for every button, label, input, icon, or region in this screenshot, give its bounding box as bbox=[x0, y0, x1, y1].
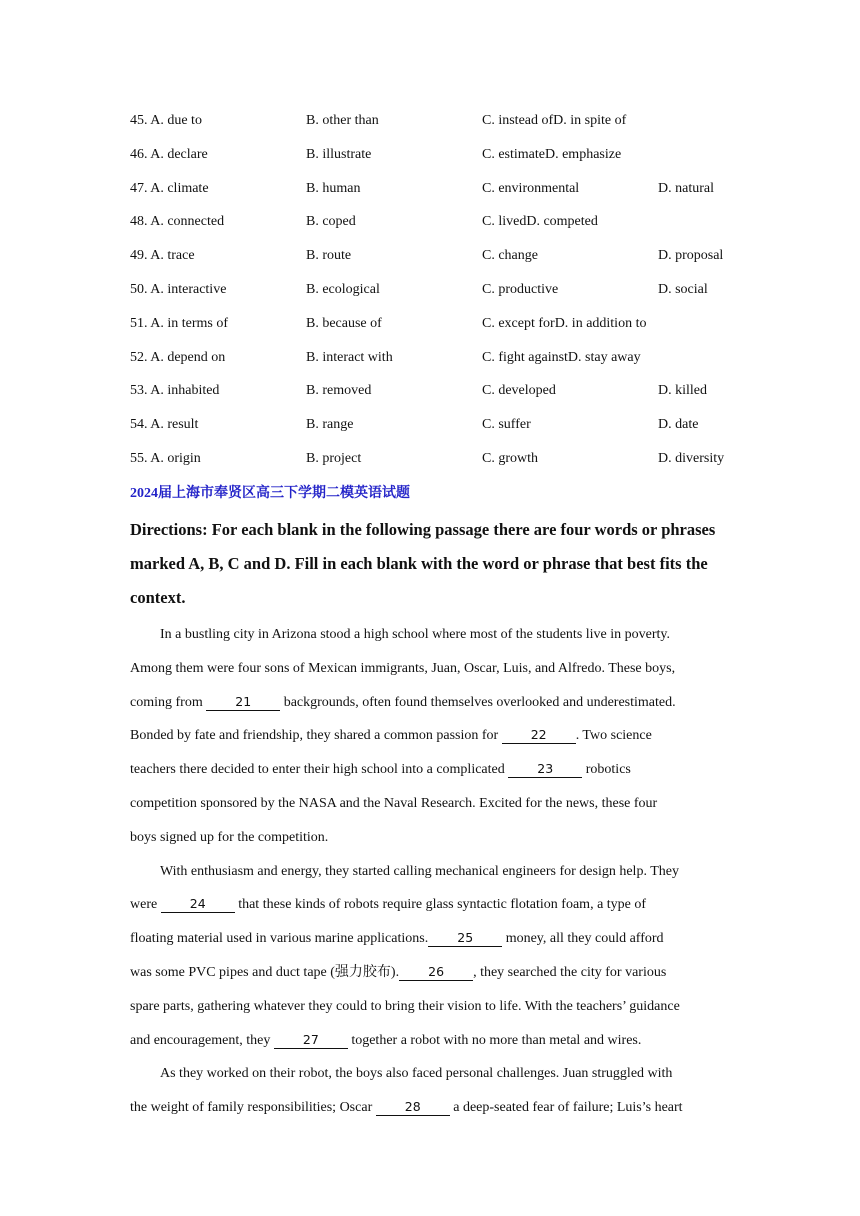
option-row-52 bbox=[130, 348, 740, 382]
option-row-47 bbox=[130, 179, 740, 213]
passage-text: , they searched the city for various bbox=[473, 964, 667, 980]
passage-line: boys signed up for the competition. bbox=[130, 829, 329, 845]
passage-text: floating material used in various marine applications. bbox=[130, 931, 429, 947]
passage-text: together a robot with no more than metal and wires. bbox=[347, 1032, 642, 1048]
passage-text: money, all they could afford bbox=[502, 931, 664, 947]
blank-25: 25 bbox=[428, 930, 502, 947]
passage-text: . Two science bbox=[575, 728, 652, 744]
option-d: D. proposal bbox=[658, 248, 724, 264]
exam-source-title: 2024届上海市奉贤区高三下学期二模英语试题 bbox=[130, 486, 410, 501]
option-row-46 bbox=[130, 145, 740, 179]
passage-text: backgrounds, often found themselves overlooked and underestimated. bbox=[280, 694, 676, 710]
blank-28: 28 bbox=[376, 1099, 450, 1116]
option-b: B. project bbox=[306, 450, 362, 466]
option-a: 54. A. result bbox=[130, 417, 199, 433]
option-row-53 bbox=[130, 381, 740, 415]
blank-27: 27 bbox=[274, 1032, 348, 1049]
passage-text: were bbox=[130, 897, 161, 913]
passage-line bbox=[130, 719, 730, 753]
passage-line bbox=[130, 1091, 730, 1125]
passage-line: competition sponsored by the NASA and the Naval Research. Excited for the news, these four bbox=[130, 795, 658, 811]
option-a: 46. A. declare bbox=[130, 146, 208, 162]
passage-line: As they worked on their robot, the boys also faced personal challenges. Juan struggled with bbox=[160, 1066, 673, 1082]
passage-text: coming from bbox=[130, 694, 207, 710]
option-b: B. range bbox=[306, 417, 354, 433]
option-b: B. illustrate bbox=[306, 146, 372, 162]
passage-line: spare parts, gathering whatever they could to bring their vision to life. With the teachers’ guidance bbox=[130, 998, 680, 1014]
blank-21: 21 bbox=[206, 694, 280, 711]
passage-line bbox=[130, 1024, 730, 1058]
option-b: B. because of bbox=[306, 315, 382, 331]
option-row-49 bbox=[130, 246, 740, 280]
directions-text: Directions: For each blank in the following passage there are four words or phrases marked A, B, C and D. Fill in each blank with the word or phrase that best fits the context. bbox=[130, 520, 716, 607]
passage-text: that these kinds of robots require glass syntactic flotation foam, a type of bbox=[234, 897, 647, 913]
passage-text: and encouragement, they bbox=[130, 1032, 274, 1048]
option-a: 53. A. inhabited bbox=[130, 383, 220, 399]
option-c: C. except forD. in addition to bbox=[482, 315, 647, 331]
option-row-55 bbox=[130, 449, 740, 483]
passage-text: Bonded by fate and friendship, they shared a common passion for bbox=[130, 728, 502, 744]
passage-line: With enthusiasm and energy, they started calling mechanical engineers for design help. They bbox=[160, 863, 679, 879]
option-b: B. route bbox=[306, 248, 352, 264]
option-a: 55. A. origin bbox=[130, 450, 201, 466]
blank-22: 22 bbox=[502, 727, 576, 744]
option-d: D. natural bbox=[658, 180, 714, 196]
passage-line bbox=[130, 922, 730, 956]
option-a: 45. A. due to bbox=[130, 113, 202, 128]
passage bbox=[130, 618, 730, 1125]
option-a: 51. A. in terms of bbox=[130, 315, 228, 331]
option-c: C. growth bbox=[482, 450, 538, 466]
option-c: C. change bbox=[482, 248, 538, 264]
passage-line: In a bustling city in Arizona stood a high school where most of the students live in poverty. bbox=[160, 627, 671, 642]
passage-text: was some PVC pipes and duct tape (强力胶布). bbox=[130, 964, 400, 980]
option-a: 52. A. depend on bbox=[130, 349, 226, 365]
passage-text: a deep-seated fear of failure; Luis’s heart bbox=[449, 1100, 683, 1116]
option-row-54 bbox=[130, 415, 740, 449]
passage-text: robotics bbox=[582, 762, 631, 778]
option-a: 50. A. interactive bbox=[130, 281, 227, 297]
option-c: C. estimateD. emphasize bbox=[482, 146, 622, 162]
option-c: C. instead ofD. in spite of bbox=[482, 113, 627, 128]
option-d: D. killed bbox=[658, 383, 707, 399]
option-c: C. livedD. competed bbox=[482, 214, 598, 230]
option-c: C. suffer bbox=[482, 417, 531, 433]
option-b: B. removed bbox=[306, 383, 372, 399]
passage-text: teachers there decided to enter their high school into a complicated bbox=[130, 762, 509, 778]
blank-23: 23 bbox=[508, 761, 582, 778]
passage-line: Among them were four sons of Mexican immigrants, Juan, Oscar, Luis, and Alfredo. These boys, bbox=[130, 660, 676, 676]
option-c: C. developed bbox=[482, 383, 556, 399]
option-row-50 bbox=[130, 280, 740, 314]
passage-line bbox=[130, 956, 730, 990]
passage-line bbox=[130, 686, 730, 720]
answer-options bbox=[130, 111, 740, 483]
option-d: D. diversity bbox=[658, 450, 725, 466]
option-a: 47. A. climate bbox=[130, 180, 209, 196]
option-b: B. other than bbox=[306, 113, 379, 128]
option-b: B. coped bbox=[306, 214, 356, 230]
option-c: C. productive bbox=[482, 281, 559, 297]
option-b: B. ecological bbox=[306, 281, 380, 297]
blank-26: 26 bbox=[399, 964, 473, 981]
option-row-48 bbox=[130, 212, 740, 246]
passage-line bbox=[130, 753, 730, 787]
option-row-51 bbox=[130, 314, 740, 348]
option-c: C. environmental bbox=[482, 180, 580, 196]
passage-line bbox=[130, 888, 730, 922]
option-d: D. social bbox=[658, 281, 708, 297]
option-b: B. interact with bbox=[306, 349, 393, 365]
passage-text: the weight of family responsibilities; Oscar bbox=[130, 1100, 376, 1116]
option-row-45 bbox=[130, 111, 740, 145]
blank-24: 24 bbox=[161, 896, 235, 913]
option-d: D. date bbox=[658, 417, 699, 433]
option-c: C. fight againstD. stay away bbox=[482, 349, 641, 365]
option-a: 49. A. trace bbox=[130, 248, 195, 264]
option-a: 48. A. connected bbox=[130, 214, 225, 230]
option-b: B. human bbox=[306, 180, 361, 196]
